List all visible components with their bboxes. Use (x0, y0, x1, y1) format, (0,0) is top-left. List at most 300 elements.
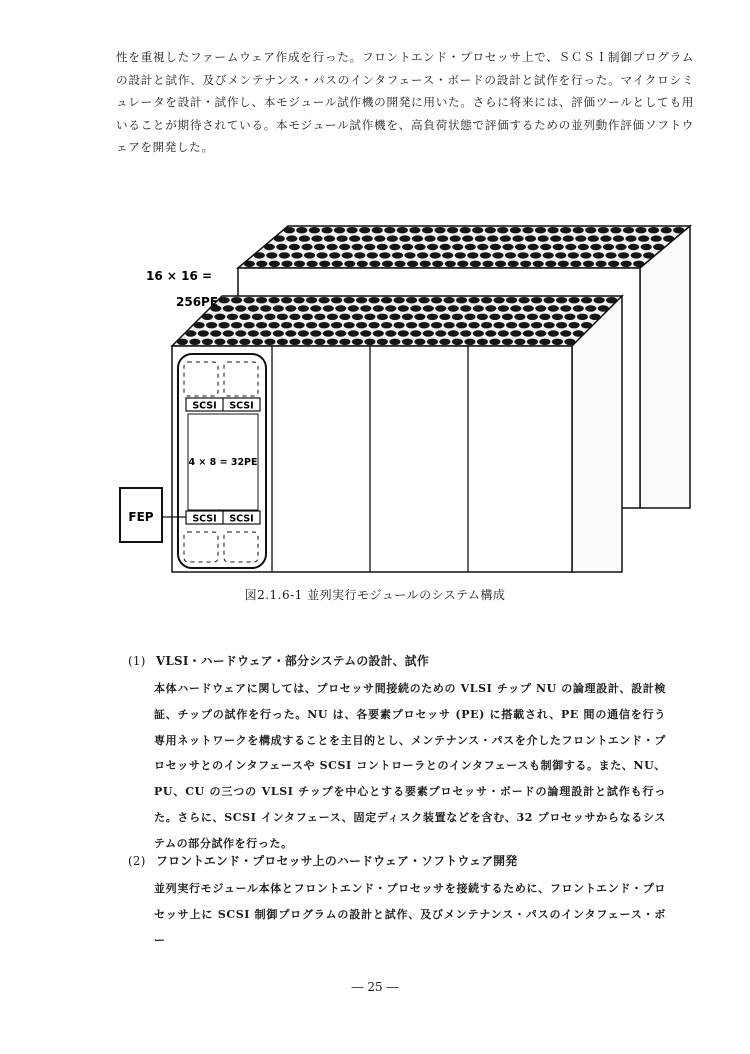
pe-bump (414, 244, 425, 250)
pe-bump (519, 297, 530, 303)
pe-bump (420, 261, 431, 267)
pe-bump (377, 339, 388, 345)
pe-bump (531, 322, 542, 328)
pe-bump (548, 305, 559, 311)
pe-bump (424, 235, 435, 241)
pe-bump (455, 252, 466, 258)
pe-bump (615, 244, 626, 250)
pe-bump (394, 297, 405, 303)
pe-bump (539, 314, 550, 320)
pe-bump (497, 227, 508, 233)
pe-bump (409, 227, 420, 233)
pe-bump (289, 244, 300, 250)
pe-bump (518, 252, 529, 258)
section-1-number: (1) (128, 654, 146, 668)
pe-bump (277, 314, 288, 320)
pe-bump (335, 305, 346, 311)
pe-bump (285, 330, 296, 336)
pe-bump (444, 297, 455, 303)
scsi-label-top-right: SCSI (229, 400, 254, 412)
pe-bump (593, 252, 604, 258)
pe-bump (377, 244, 388, 250)
pe-bump (556, 297, 567, 303)
pe-bump (289, 314, 300, 320)
pe-bump (302, 314, 313, 320)
pe-bump (410, 330, 421, 336)
pe-bump (373, 330, 384, 336)
pe-bump (502, 339, 513, 345)
pe-bump (244, 261, 255, 267)
pe-bump (515, 244, 526, 250)
pe-bump (344, 297, 355, 303)
pe-bump (227, 314, 238, 320)
pe-bump (331, 297, 342, 303)
pe-bump (431, 322, 442, 328)
pe-bump (568, 252, 579, 258)
pe-bump (500, 235, 511, 241)
pe-bump (489, 314, 500, 320)
pe-bump (349, 235, 360, 241)
pe-bump (585, 305, 596, 311)
pe-bump (552, 339, 563, 345)
pe-bump (460, 227, 471, 233)
back-cabinet-side (640, 226, 690, 508)
module-pe-label: 4 × 8 = 32PE (188, 457, 258, 468)
pe-bump (540, 244, 551, 250)
pe-bump (588, 235, 599, 241)
pe-bump (348, 330, 359, 336)
pe-bump (269, 322, 280, 328)
pe-bump (327, 244, 338, 250)
pe-bump (435, 305, 446, 311)
pe-bump (301, 244, 312, 250)
pe-bump (314, 314, 325, 320)
pe-bump (525, 235, 536, 241)
total-pe-label-line1: 16 × 16 = (146, 269, 213, 283)
pe-bump (605, 252, 616, 258)
pe-bump (550, 235, 561, 241)
pe-bump (502, 244, 513, 250)
pe-bump (369, 322, 380, 328)
section-1-heading (128, 652, 429, 669)
pe-bump (298, 305, 309, 311)
pe-bump (510, 227, 521, 233)
pe-bump (519, 322, 530, 328)
section-2-title: フロントエンド・プロセッサ上のハードウェア・ソフトウェア開発 (156, 854, 518, 868)
pe-bump (364, 244, 375, 250)
pe-bump (439, 314, 450, 320)
pe-bump (356, 297, 367, 303)
pe-bump (404, 252, 415, 258)
pe-bump (535, 227, 546, 233)
pe-bump (294, 261, 305, 267)
pe-bump (480, 252, 491, 258)
pe-bump (369, 297, 380, 303)
pe-bump (306, 322, 317, 328)
pe-bump (344, 261, 355, 267)
pe-bump (296, 227, 307, 233)
pe-bump (502, 314, 513, 320)
pe-bump (402, 339, 413, 345)
pe-bump (397, 227, 408, 233)
pe-bump (260, 305, 271, 311)
pe-bump (364, 314, 375, 320)
pe-bump (522, 227, 533, 233)
pe-bump (544, 297, 555, 303)
pe-bump (555, 252, 566, 258)
pe-bump (490, 244, 501, 250)
pe-bump (580, 252, 591, 258)
pe-bump (189, 339, 200, 345)
pe-bump (307, 261, 318, 267)
pe-bump (177, 339, 188, 345)
pe-bump (194, 322, 205, 328)
pe-bump (444, 322, 455, 328)
pe-bump (618, 252, 629, 258)
pe-bump (460, 305, 471, 311)
pe-bump (314, 244, 325, 250)
pe-bump (600, 235, 611, 241)
pe-bump (535, 330, 546, 336)
pe-bump (302, 339, 313, 345)
pe-bump (481, 297, 492, 303)
pe-bump (553, 244, 564, 250)
pe-bump (277, 339, 288, 345)
pe-bump (331, 322, 342, 328)
pe-bump (581, 297, 592, 303)
pe-bump (470, 261, 481, 267)
pe-bump (539, 339, 550, 345)
pe-bump (527, 314, 538, 320)
pe-bump (327, 339, 338, 345)
pe-bump (498, 330, 509, 336)
pe-bump (485, 305, 496, 311)
pe-bump (462, 235, 473, 241)
pe-bump (310, 305, 321, 311)
pe-bump (235, 330, 246, 336)
pe-bump (214, 314, 225, 320)
pe-bump (603, 244, 614, 250)
scsi-label-bottom-left: SCSI (192, 513, 217, 525)
pe-bump (577, 314, 588, 320)
pe-bump (319, 322, 330, 328)
pe-bump (306, 297, 317, 303)
pe-bump (457, 261, 468, 267)
pe-bump (219, 297, 230, 303)
pe-bump (394, 322, 405, 328)
pe-bump (638, 235, 649, 241)
pe-bump (430, 252, 441, 258)
pe-bump (406, 322, 417, 328)
section-2-number: (2) (128, 854, 146, 868)
pe-bump (231, 322, 242, 328)
pe-bump (414, 314, 425, 320)
pe-bump (291, 252, 302, 258)
pe-bump (481, 322, 492, 328)
pe-bump (456, 297, 467, 303)
pe-bump (419, 297, 430, 303)
pe-bump (410, 305, 421, 311)
pe-bump (332, 261, 343, 267)
pe-bump (389, 314, 400, 320)
pe-bump (661, 227, 672, 233)
pe-bump (548, 330, 559, 336)
pe-bump (575, 235, 586, 241)
pe-bump (482, 261, 493, 267)
pe-bump (598, 227, 609, 233)
pe-bump (407, 261, 418, 267)
pe-bump (319, 261, 330, 267)
pe-bump (362, 235, 373, 241)
pe-bump (489, 339, 500, 345)
pe-bump (473, 305, 484, 311)
pe-bump (485, 227, 496, 233)
pe-bump (357, 261, 368, 267)
pe-bump (464, 314, 475, 320)
pe-bump (324, 235, 335, 241)
pe-bump (354, 252, 365, 258)
pe-bump (384, 227, 395, 233)
pe-bump (623, 227, 634, 233)
pe-bump (389, 339, 400, 345)
pe-bump (514, 339, 525, 345)
pe-bump (469, 322, 480, 328)
pe-bump (573, 305, 584, 311)
pe-bump (398, 330, 409, 336)
pe-bump (570, 261, 581, 267)
pe-bump (317, 252, 328, 258)
pe-bump (533, 261, 544, 267)
pe-bump (573, 227, 584, 233)
scsi-label-bottom-right: SCSI (229, 513, 254, 525)
pe-bump (422, 227, 433, 233)
pe-bump (565, 244, 576, 250)
pe-bump (402, 244, 413, 250)
pe-bump (590, 244, 601, 250)
pe-bump (323, 305, 334, 311)
pe-bump (506, 297, 517, 303)
pe-bump (492, 252, 503, 258)
pe-bump (360, 330, 371, 336)
pe-bump (214, 339, 225, 345)
pe-bump (523, 305, 534, 311)
pe-bump (399, 235, 410, 241)
pe-bump (337, 235, 348, 241)
pe-bump (417, 252, 428, 258)
pe-bump (273, 330, 284, 336)
pe-bump (274, 235, 285, 241)
pe-bump (419, 322, 430, 328)
pe-bump (514, 314, 525, 320)
pe-bump (339, 314, 350, 320)
front-cabinet-top (172, 296, 622, 346)
pe-bump (452, 244, 463, 250)
pe-bump (467, 252, 478, 258)
pe-bump (423, 330, 434, 336)
pe-bump (508, 261, 519, 267)
pe-bump (235, 305, 246, 311)
pe-bump (387, 235, 398, 241)
pe-bump (281, 297, 292, 303)
pe-bump (381, 297, 392, 303)
pe-bump (377, 314, 388, 320)
pe-bump (344, 322, 355, 328)
pe-bump (560, 227, 571, 233)
pe-bump (254, 252, 265, 258)
pe-bump (360, 305, 371, 311)
pe-bump (219, 322, 230, 328)
pe-bump (294, 297, 305, 303)
pe-bump (309, 227, 320, 233)
pe-bump (506, 322, 517, 328)
fep-label: FEP (128, 510, 154, 524)
pe-bump (583, 261, 594, 267)
pe-bump (356, 322, 367, 328)
pe-bump (367, 252, 378, 258)
pe-bump (398, 305, 409, 311)
pe-bump (641, 244, 652, 250)
pe-bump (342, 252, 353, 258)
pe-bump (310, 330, 321, 336)
pe-bump (379, 252, 390, 258)
pe-bump (352, 314, 363, 320)
pe-bump (427, 314, 438, 320)
pe-bump (359, 227, 370, 233)
pe-bump (256, 322, 267, 328)
pe-bump (585, 227, 596, 233)
pe-bump (412, 235, 423, 241)
pe-bump (244, 322, 255, 328)
pe-bump (477, 339, 488, 345)
pe-bump (339, 244, 350, 250)
pe-bump (264, 339, 275, 345)
pe-bump (452, 339, 463, 345)
system-diagram (110, 218, 700, 580)
pe-bump (385, 330, 396, 336)
pe-bump (439, 339, 450, 345)
pe-bump (227, 339, 238, 345)
pe-bump (564, 314, 575, 320)
pe-bump (477, 244, 488, 250)
pe-bump (389, 244, 400, 250)
pe-bump (256, 297, 267, 303)
pe-bump (442, 252, 453, 258)
pe-bump (621, 261, 632, 267)
section-2-heading (128, 852, 518, 869)
pe-bump (256, 261, 267, 267)
pe-bump (294, 322, 305, 328)
pe-bump (210, 330, 221, 336)
pe-bump (450, 235, 461, 241)
pe-bump (252, 314, 263, 320)
pe-bump (613, 235, 624, 241)
pe-bump (281, 261, 292, 267)
pe-bump (427, 339, 438, 345)
pe-bump (231, 297, 242, 303)
pe-bump (314, 339, 325, 345)
pe-bump (447, 227, 458, 233)
pe-bump (651, 235, 662, 241)
pe-bump (298, 330, 309, 336)
pe-bump (648, 227, 659, 233)
pe-bump (281, 322, 292, 328)
pe-bump (327, 314, 338, 320)
pe-bump (252, 339, 263, 345)
pe-bump (273, 305, 284, 311)
total-pe-label-line2: 256PE (176, 295, 219, 309)
pe-bump (569, 322, 580, 328)
pe-bump (289, 339, 300, 345)
pe-bump (631, 252, 642, 258)
pe-bump (319, 297, 330, 303)
pe-bump (347, 227, 358, 233)
pe-bump (202, 339, 213, 345)
pe-bump (531, 297, 542, 303)
pe-bump (530, 252, 541, 258)
pe-bump (535, 305, 546, 311)
pe-bump (206, 322, 217, 328)
pe-bump (284, 227, 295, 233)
pe-bump (469, 297, 480, 303)
pe-bump (494, 322, 505, 328)
pe-bump (202, 314, 213, 320)
pe-bump (304, 252, 315, 258)
pe-bump (495, 261, 506, 267)
pe-bump (610, 227, 621, 233)
pe-bump (382, 261, 393, 267)
pe-bump (264, 314, 275, 320)
pe-bump (434, 227, 445, 233)
pe-bump (625, 235, 636, 241)
pe-bump (560, 305, 571, 311)
pe-bump (520, 261, 531, 267)
pe-bump (198, 330, 209, 336)
pe-bump (448, 305, 459, 311)
pe-bump (452, 314, 463, 320)
pe-bump (472, 227, 483, 233)
pe-bump (266, 252, 277, 258)
pe-bump (372, 227, 383, 233)
pe-bump (276, 244, 287, 250)
pe-bump (595, 261, 606, 267)
pe-bump (556, 322, 567, 328)
pe-bump (512, 235, 523, 241)
pe-bump (269, 261, 280, 267)
pe-bump (248, 330, 259, 336)
pe-bump (552, 314, 563, 320)
pe-bump (635, 227, 646, 233)
pe-bump (373, 305, 384, 311)
pe-bump (381, 322, 392, 328)
intro-paragraph: 性を重視したファームウェア作成を行った。フロントエンド・プロセッサ上で、ＳＣＳＩ制御プログラムの設計と試作、及びメンテナンス・パスのインタフェース・ボードの設計と試作を行った。マイクロシミュレータを設計・試作し、本モジュール試作機の開発に用いた。さらに将来には、評価ツールとしても用いることが期待されている。本モジュール試作機を、高負荷状態で評価するための並列動作評価ソフトウェアを開発した。 (116, 50, 694, 155)
scsi-label-top-left: SCSI (192, 400, 217, 412)
pe-bump (528, 244, 539, 250)
pe-bump (352, 339, 363, 345)
pe-bump (311, 235, 322, 241)
pe-bump (460, 330, 471, 336)
pe-bump (594, 297, 605, 303)
pe-bump (510, 330, 521, 336)
pe-bump (477, 314, 488, 320)
pe-bump (485, 330, 496, 336)
pe-bump (329, 252, 340, 258)
pe-bump (239, 314, 250, 320)
pe-bump (239, 339, 250, 345)
pe-bump (608, 261, 619, 267)
pe-bump (560, 330, 571, 336)
pe-bump (244, 297, 255, 303)
pe-bump (465, 244, 476, 250)
